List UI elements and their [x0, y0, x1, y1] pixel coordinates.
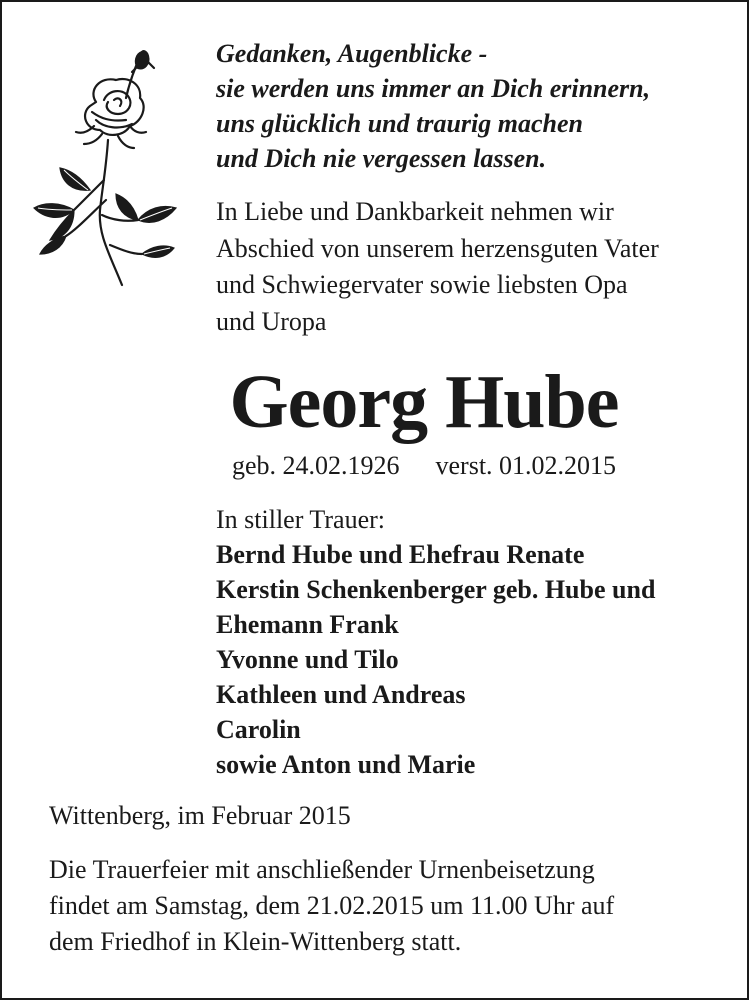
poem [216, 36, 736, 176]
rose-icon [30, 40, 182, 290]
mourner-name: Carolin [216, 715, 301, 744]
poem-line: Gedanken, Augenblicke - [216, 39, 488, 68]
place-and-date: Wittenberg, im Februar 2015 [49, 801, 351, 830]
mourner-name: sowie Anton und Marie [216, 750, 476, 779]
farewell-text [216, 194, 736, 340]
mourner-name: Kerstin Schenkenberger geb. Hube und [216, 575, 656, 604]
farewell-line: Abschied von unserem herzensguten Vater [216, 233, 659, 263]
mourner-name: Ehemann Frank [216, 610, 399, 639]
mourners-list [216, 537, 736, 782]
funeral-notice [49, 852, 739, 960]
deceased-name: Georg Hube [229, 360, 619, 444]
poem-line: sie werden uns immer an Dich erinnern, [216, 74, 651, 103]
mourning-heading: In stiller Trauer: [216, 505, 385, 534]
poem-line: uns glücklich und traurig machen [216, 109, 583, 138]
funeral-notice-line: findet am Samstag, dem 21.02.2015 um 11.00 Uhr auf [49, 891, 615, 920]
farewell-line: und Schwiegervater sowie liebsten Opa [216, 270, 628, 299]
mourner-name: Bernd Hube und Ehefrau Renate [216, 540, 585, 569]
mourner-name: Yvonne und Tilo [216, 645, 399, 674]
farewell-line: und Uropa [216, 306, 327, 336]
birth-date: geb. 24.02.1926 [231, 451, 400, 480]
poem-line: und Dich nie vergessen lassen. [216, 144, 547, 173]
mourner-name: Kathleen und Andreas [216, 680, 466, 709]
funeral-notice-line: Die Trauerfeier mit anschließender Urnenbeisetzung [49, 855, 595, 884]
funeral-notice-line: dem Friedhof in Klein-Wittenberg statt. [49, 927, 462, 956]
mourners-section [216, 502, 736, 782]
farewell-line: In Liebe und Dankbarkeit nehmen wir [216, 197, 614, 226]
death-date: verst. 01.02.2015 [435, 451, 617, 480]
life-dates [2, 448, 749, 484]
